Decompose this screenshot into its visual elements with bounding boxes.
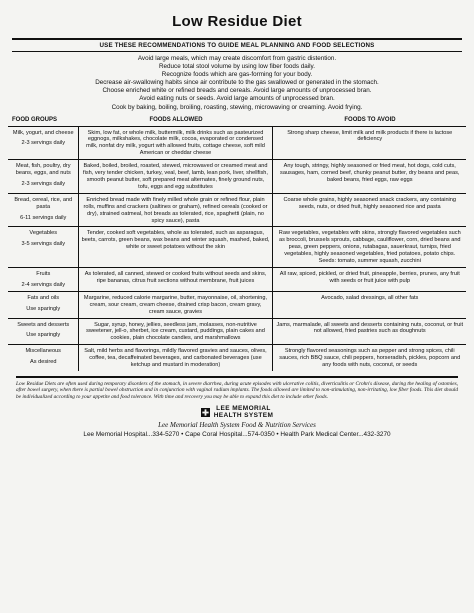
food-group-cell xyxy=(8,345,78,371)
logo-line-2: HEALTH SYSTEM xyxy=(213,412,274,420)
foods-to-avoid-cell: Strong sharp cheese, limit milk and milk products if there is lactose deficiency xyxy=(272,126,466,160)
phone-numbers: Lee Memorial Hospital...334-5270 • Cape Coral Hospital...574-0350 • Health Park Medical Center...432-3270 xyxy=(83,431,391,439)
logo-line-1: LEE MEMORIAL xyxy=(216,405,271,413)
food-group-name: Fats and oils xyxy=(27,294,60,301)
recommendation-item: Cook by baking, boiling, broiling, roasting, stewing, microwaving or creaming. Avoid frying. xyxy=(111,103,363,111)
title-divider xyxy=(12,38,462,40)
food-group-name: Miscellaneous xyxy=(25,348,61,355)
foods-allowed-cell: Baked, boiled, broiled, roasted, stewed, microwaved or creamed meat and fish, very tender chicken, turkey, veal, beef, lamb, lean pork, liver, shellfish, smooth peanut butter, soft prepared meat alternates, finely ground nuts, tofu, eggs and egg substitutes xyxy=(78,160,272,194)
foods-to-avoid-cell: Strongly flavored seasonings such as pepper and strong spices, chili sauces, rich BBQ sauce, chili peppers, horseradish, pickles, popcorn and any foods with nuts, coconut, or seeds xyxy=(272,345,466,371)
health-system-logo xyxy=(8,405,466,419)
recommendation-item: Choose enriched white or refined breads and cereals. Avoid large amounts of unprocessed bran. xyxy=(102,87,372,95)
foods-to-avoid-cell: Coarse whole grains, highly seasoned snack crackers, any containing seeds, nuts, or dried fruit, highly seasoned rice and pasta xyxy=(272,193,466,227)
food-group-cell xyxy=(8,291,78,318)
recommendations-list xyxy=(8,55,466,112)
food-group-name: Milk, yogurt, and cheese xyxy=(12,129,74,136)
recommendation-item: Decrease air-swallowing habits since air contribute to the gas swallowed or generated in the stomach. xyxy=(95,79,379,87)
table-row xyxy=(8,291,466,318)
page-title: Low Residue Diet xyxy=(172,13,302,30)
table-row xyxy=(8,160,466,194)
food-group-servings: 2-4 servings daily xyxy=(21,281,66,288)
food-group-name: Vegetables xyxy=(29,230,58,237)
foods-allowed-cell: Salt, mild herbs and flavorings, mildly flavored gravies and sauces, olives, coffee, tea, decaffeinated beverages, and carbonated beverages (use ketchup and mustard in moderation) xyxy=(78,345,272,371)
foods-to-avoid-cell: All raw, spiced, pickled, or dried fruit, pineapple, berries, prunes, any fruit with seeds or fruit juice with pulp xyxy=(272,267,466,291)
food-group-servings: As desired xyxy=(30,359,57,366)
table-row xyxy=(8,267,466,291)
table-header-row xyxy=(8,116,466,126)
header-food-groups: FOOD GROUPS xyxy=(8,116,78,126)
logo-mark-icon xyxy=(201,408,210,417)
food-group-servings: 6-11 servings daily xyxy=(20,214,67,221)
food-group-cell xyxy=(8,160,78,194)
service-name: Lee Memorial Health System Food & Nutrition Services xyxy=(158,421,316,430)
food-group-cell xyxy=(8,193,78,227)
guidance-banner: USE THESE RECOMMENDATIONS TO GUIDE MEAL PLANNING AND FOOD SELECTIONS xyxy=(99,42,375,49)
foods-to-avoid-cell: Raw vegetables, vegetables with skins, strongly flavored vegetables such as broccoli, brussels sprouts, cabbage, cauliflower, corn, dried beans and peas, green peppers, onions, rutabagas, sauerkraut, turnips, fried vegetables, highly seasoned vegetables, fried potatoes, potato chips. Seeds: tomato, summer squash, zucchini xyxy=(272,227,466,268)
header-foods-allowed: FOODS ALLOWED xyxy=(78,116,272,126)
foods-allowed-cell: Enriched bread made with finely milled whole grain or refined flour, plain rolls, muffins and crackers (saltines or graham), refined cereals (cooked or dry), strained oatmeal, hot breads as tolerated, rice, spaghetti (plain, no spicy sauce), pasta xyxy=(78,193,272,227)
food-group-name: Meat, fish, poultry, dry beans, eggs, and nuts xyxy=(15,163,71,177)
recommendation-item: Avoid eating nuts or seeds. Avoid large amounts of unprocessed bran. xyxy=(139,95,335,103)
recommendation-item: Reduce total stool volume by using low fiber foods daily. xyxy=(159,63,315,71)
food-group-servings: 2-3 servings daily xyxy=(21,140,66,147)
table-row xyxy=(8,126,466,160)
foods-allowed-cell: Sugar, syrup, honey, jellies, seedless jam, molasses, non-nutritive sweetener, jell-o, sherbet, ice cream, custard, puddings, plain cakes and cookies, plain chocolate candies, and marshmallows xyxy=(78,318,272,345)
foods-allowed-cell: As tolerated, all canned, stewed or cooked fruits without seeds and skins, ripe bananas, citrus fruit sections without membrane, fruit juices xyxy=(78,267,272,291)
food-group-cell xyxy=(8,267,78,291)
table-row xyxy=(8,227,466,268)
table-row xyxy=(8,193,466,227)
foods-to-avoid-cell: Any tough, stringy, highly seasoned or fried meat, hot dogs, cold cuts, sausages, ham, corned beef, chunky peanut butter, dry beans and peas, baked beans, fried eggs, raw eggs xyxy=(272,160,466,194)
foods-to-avoid-cell: Avocado, salad dressings, all other fats xyxy=(272,291,466,318)
footnote: Low Residue Diets are often used during temporary disorders of the stomach, in severe diarrhea, during acute episodes with ulcerative colitis, diverticulitis or Crohn's disease, during the healing of ostomies, after bowel surgery, when there is partial bowel obstruction and in conjunction with vaginal radium implants. The foods allowed are limited to non-stimulating, non-irritating, low fiber foods. This diet should be individualized according to your appetite and food tolerance. With time and recovery you may be able to expand this diet to include other foods. xyxy=(16,376,458,400)
table-row xyxy=(8,345,466,371)
food-group-cell xyxy=(8,227,78,268)
food-group-servings: 3-5 servings daily xyxy=(21,241,66,248)
banner-divider xyxy=(12,51,462,52)
table-row xyxy=(8,318,466,345)
foods-to-avoid-cell: Jams, marmalade, all sweets and desserts containing nuts, coconut, or fruit not allowed, fried pastries such as doughnuts xyxy=(272,318,466,345)
food-group-name: Sweets and desserts xyxy=(17,321,70,328)
food-groups-table xyxy=(8,116,466,371)
recommendation-item: Recognize foods which are gas-forming for your body. xyxy=(161,71,313,79)
header-foods-to-avoid: FOODS TO AVOID xyxy=(272,116,466,126)
foods-allowed-cell: Margarine, reduced calorie margarine, butter, mayonnaise, oil, shortening, cream, sour cream, cream cheese, drained crisp bacon, cream gravy, cream sauce, gravies xyxy=(78,291,272,318)
foods-allowed-cell: Skim, low fat, or whole milk, buttermilk, milk drinks such as pasteurized eggnogs, milkshakes, chocolate milk, cocoa, evaporated or condensed milk, nonfat dry milk, yogurt with allowed fruits, cottage cheese, soft mild American or cheddar cheese xyxy=(78,126,272,160)
food-group-servings: Use sparingly xyxy=(26,305,61,312)
food-group-cell xyxy=(8,318,78,345)
recommendation-item: Avoid large meals, which may create discomfort from gastric distention. xyxy=(137,55,337,62)
food-group-servings: Use sparingly xyxy=(26,332,61,339)
food-group-name: Bread, cereal, rice, and pasta xyxy=(14,196,73,210)
food-group-name: Fruits xyxy=(36,270,51,277)
foods-allowed-cell: Tender, cooked soft vegetables, whole as tolerated, such as asparagus, beets, carrots, green beans, wax beans and winter squash, mashed, baked, white or sweet potatoes without the skin xyxy=(78,227,272,268)
food-group-servings: 2-3 servings daily xyxy=(21,181,66,187)
food-group-cell xyxy=(8,126,78,160)
